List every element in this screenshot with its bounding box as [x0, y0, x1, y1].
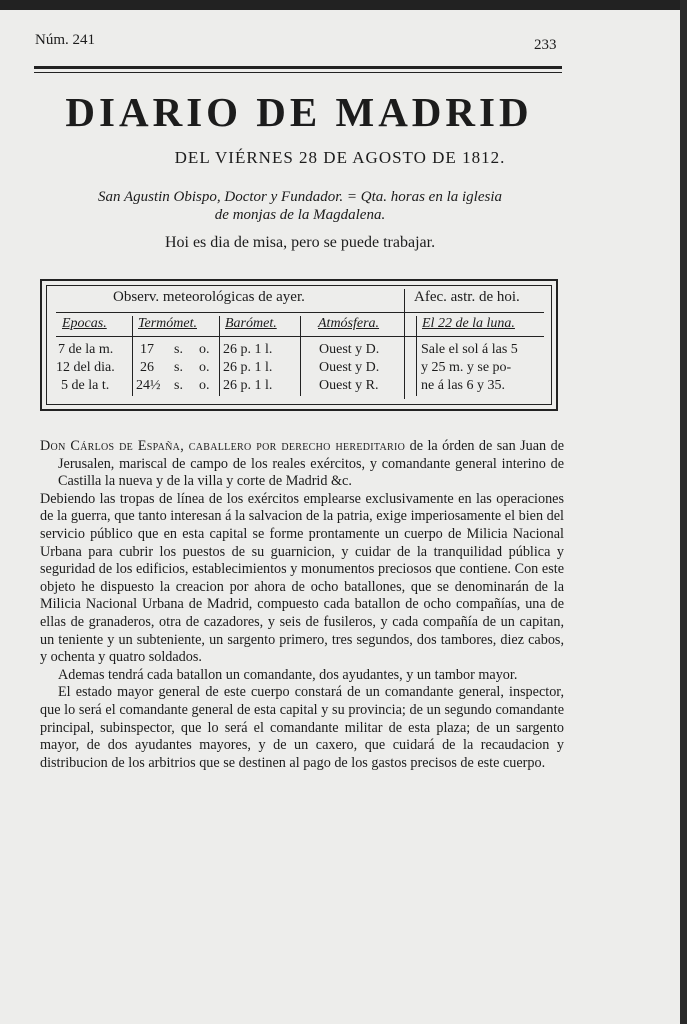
divider-3 — [300, 316, 301, 396]
issue-number: Núm. 241 — [35, 32, 95, 48]
page-edge-shadow — [680, 0, 687, 1024]
divider-4 — [416, 316, 417, 396]
col-luna: El 22 de la luna. — [422, 316, 515, 331]
saint-line-1: San Agustin Obispo, Doctor y Fundador. = Qta. horas en la iglesia — [97, 189, 502, 205]
mass-notice: Hoi es dia de misa, pero se puede trabajar. — [164, 234, 436, 251]
row2-thermo-val: 26 — [140, 360, 154, 375]
lead-rest: de la órden de san Juan de Jerusalen, mariscal de campo de los reales exércitos, y comandante general interino de Castilla la nueva y de la villa y corte de Madrid &c. — [58, 438, 565, 490]
row1-baro: 26 p. 1 l. — [223, 342, 273, 357]
top-dark-border — [0, 0, 687, 10]
masthead-rule-thin — [34, 72, 562, 73]
row2-baro: 26 p. 1 l. — [223, 360, 273, 375]
row3-thermo-s: s. — [174, 378, 183, 393]
weather-header-rule — [56, 312, 544, 313]
col-barometro: Barómet. — [225, 316, 277, 331]
row1-thermo-s: s. — [174, 342, 183, 357]
masthead-rule-thick — [34, 66, 562, 69]
issue-date: DEL VIÉRNES 28 DE AGOSTO DE 1812. — [174, 148, 506, 167]
astro-line-1: Sale el sol á las 5 — [421, 342, 518, 357]
row1-thermo-val: 17 — [140, 342, 154, 357]
row1-thermo-o: o. — [199, 342, 210, 357]
page-number: 233 — [534, 37, 557, 53]
lead-name: Don Cárlos de España — [40, 438, 181, 454]
row2-thermo-s: s. — [174, 360, 183, 375]
article-body — [40, 438, 564, 772]
astro-line-3: ne á las 6 y 35. — [421, 378, 505, 393]
saint-line-2: de monjas de la Magdalena. — [214, 207, 386, 223]
row2-epoch: 12 del dia. — [56, 360, 115, 375]
col-termometro: Termómet. — [138, 316, 197, 331]
astro-divider — [404, 289, 405, 399]
article-lead — [40, 438, 564, 491]
col-atmosfera: Atmósfera. — [318, 316, 380, 331]
row2-thermo-o: o. — [199, 360, 210, 375]
row3-epoch: 5 de la t. — [61, 378, 110, 393]
row1-atmos: Ouest y D. — [319, 342, 380, 357]
paragraph-1: Debiendo las tropas de línea de los exércitos emplearse exclusivamente en las operaciones de la guerra, que tanto interesan á la salvacion de la patria, exige imperiosamente el bien del servicio público que en esta capital se forme prontamente un cuerpo de Milicia Nacional Urbana para cubrir los puestos de su guarnicion, y cuidar de la tranquilidad pública y seguridad de los edificios, establecimientos y monumentos preciosos que contiene. Con este objeto he dispuesto la creacion por ahora de ocho batallones, que se denominarán de la Milicia Nacional Urbana de Madrid, compuesto cada batallon de ocho compañías, una de ellas de granaderos, otra de cazadores, y seis de fusileros, y cada compañía de un capitan, un teniente y un subteniente, un sargento primero, tres segundos, dos tambores, diez cabos, y ochenta y quatro soldados. — [40, 490, 564, 666]
weather-title: Observ. meteorológicas de ayer. — [113, 289, 305, 305]
paragraph-3: El estado mayor general de este cuerpo constará de un comandante general, inspector, que lo será el comandante general de esta capital y su provincia; de un segundo comandante principal, subinspector, que lo será el comandante militar de esta plaza; de un sargento mayor, de dos ayudantes mayores, y de un caxero, que cuidará de la recaudacion y distribucion de los arbitrios que se destinen al pago de los gastos precisos de este cuerpo. — [40, 684, 564, 771]
paragraph-2: Ademas tendrá cada batallon un comandante, dos ayudantes, y un tambor mayor. — [58, 666, 518, 683]
saint-of-day — [50, 188, 550, 224]
row3-thermo-val: 24½ — [136, 378, 161, 393]
astro-title: Afec. astr. de hoi. — [414, 289, 520, 305]
astro-line-2: y 25 m. y se po- — [421, 360, 512, 375]
divider-2 — [219, 316, 220, 396]
divider-1 — [132, 316, 133, 396]
row1-epoch: 7 de la m. — [58, 342, 114, 357]
row2-atmos: Ouest y D. — [319, 360, 380, 375]
newspaper-title: DIARIO DE MADRID — [65, 89, 533, 135]
row3-atmos: Ouest y R. — [319, 378, 379, 393]
col-epocas: Epocas. — [62, 316, 107, 331]
row3-thermo-o: o. — [199, 378, 210, 393]
row3-baro: 26 p. 1 l. — [223, 378, 273, 393]
lead-title: , caballero por derecho hereditario — [180, 438, 406, 454]
